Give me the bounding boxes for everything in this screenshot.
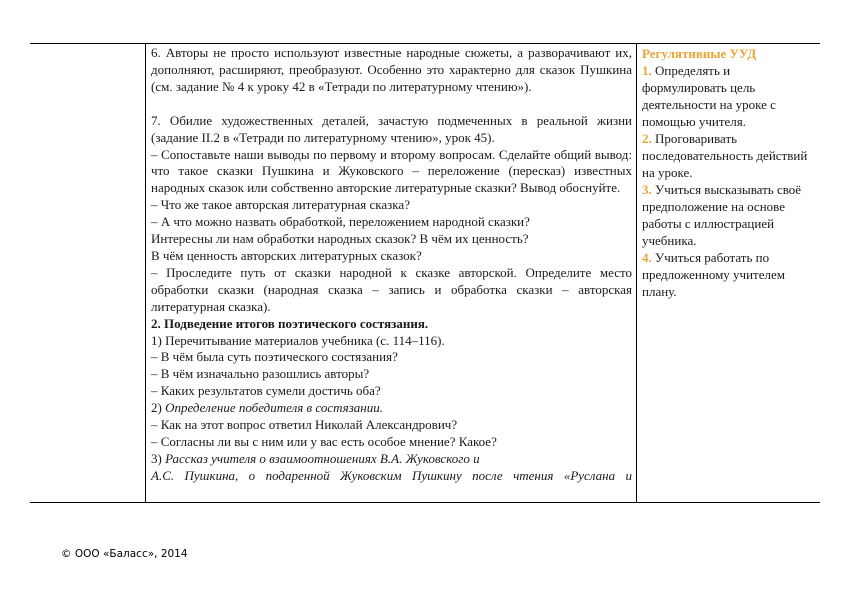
uud-item xyxy=(642,130,816,181)
compare-conclusions: – Сопоставьте наши выводы по первому и второму вопросам. Сделайте общий вывод: что такое сказки Пушкина и Жуковского – переложение (пересказ) известных народных сказок или собственно авторские литературные сказки? Вывод обоснуйте. xyxy=(151,146,632,196)
question-essence: – В чём была суть поэтического состязания? xyxy=(151,349,398,365)
question-interest: Интересны ли нам обработки народных сказок? В чём их ценность? xyxy=(151,231,529,247)
question-diverged: – В чём изначально разошлись авторы? xyxy=(151,366,370,382)
uud-title: Регулятивные УУД xyxy=(642,46,757,61)
copyright-footer: © ООО «Баласс», 2014 xyxy=(61,548,188,560)
question-literary-tale: – Что же такое авторская литературная сказка? xyxy=(151,197,410,213)
uud-item-number: 4. xyxy=(642,250,652,265)
lesson-content-column xyxy=(146,44,637,502)
uud-item-text: Определять и формулировать цель деятельности на уроке с помощью учителя. xyxy=(642,63,776,129)
item-story-continuation: А.С. Пушкина, о подаренной Жуковским Пушкину после чтения «Руслана и xyxy=(151,467,632,483)
item-story xyxy=(151,451,632,468)
uud-item xyxy=(642,249,816,300)
item-story-text: Рассказ учителя о взаимоотношениях В.А. Жуковского и xyxy=(165,450,480,466)
uud-item-text: Учиться высказывать своё предположение на основе работы с иллюстрацией учебника. xyxy=(642,182,802,248)
paragraph-6: 6. Авторы не просто используют известные народные сюжеты, а разворачивают их, дополняют, расширяют, преобразуют. Особенно это характерно для сказок Пушкина (см. задание № 4 к уроку 42 в «Тетради по литературному чтению»). xyxy=(151,45,632,94)
uud-column xyxy=(637,44,820,502)
item-winner-prefix: 2) xyxy=(151,400,166,416)
question-agree: – Согласны ли вы с ним или у вас есть особое мнение? Какое? xyxy=(151,433,497,449)
item-story-prefix: 3) xyxy=(151,450,166,466)
item-winner xyxy=(151,400,632,417)
item-winner-text: Определение победителя в состязании. xyxy=(165,400,383,416)
question-adaptation: – А что можно назвать обработкой, переложением народной сказки? xyxy=(151,214,530,230)
item-reread: 1) Перечитывание материалов учебника (с. 114–116). xyxy=(151,332,445,348)
trace-path: – Проследите путь от сказки народной к сказке авторской. Определите место обработки сказки (народная сказка – запись и обработка сказки – авторская литературная сказка). xyxy=(151,264,632,314)
empty-column xyxy=(30,44,146,502)
question-value: В чём ценность авторских литературных сказок? xyxy=(151,247,422,263)
section-heading-2: 2. Подведение итогов поэтического состязания. xyxy=(151,315,429,331)
uud-item-number: 3. xyxy=(642,182,652,197)
question-answer: – Как на этот вопрос ответил Николай Александрович? xyxy=(151,417,458,433)
uud-item xyxy=(642,181,816,249)
uud-item-text: Проговаривать последовательность действий на уроке. xyxy=(642,131,808,180)
question-results: – Каких результатов сумели достичь оба? xyxy=(151,383,381,399)
paragraph-7: 7. Обилие художественных деталей, зачастую подмеченных в реальной жизни (задание II.2 в «Тетради по литературному чтению», урок 45). xyxy=(151,112,632,145)
lesson-table xyxy=(30,43,820,503)
uud-item-number: 1. xyxy=(642,63,652,78)
uud-item-number: 2. xyxy=(642,131,652,146)
uud-item-text: Учиться работать по предложенному учителем плану. xyxy=(642,250,785,299)
uud-item xyxy=(642,62,816,130)
